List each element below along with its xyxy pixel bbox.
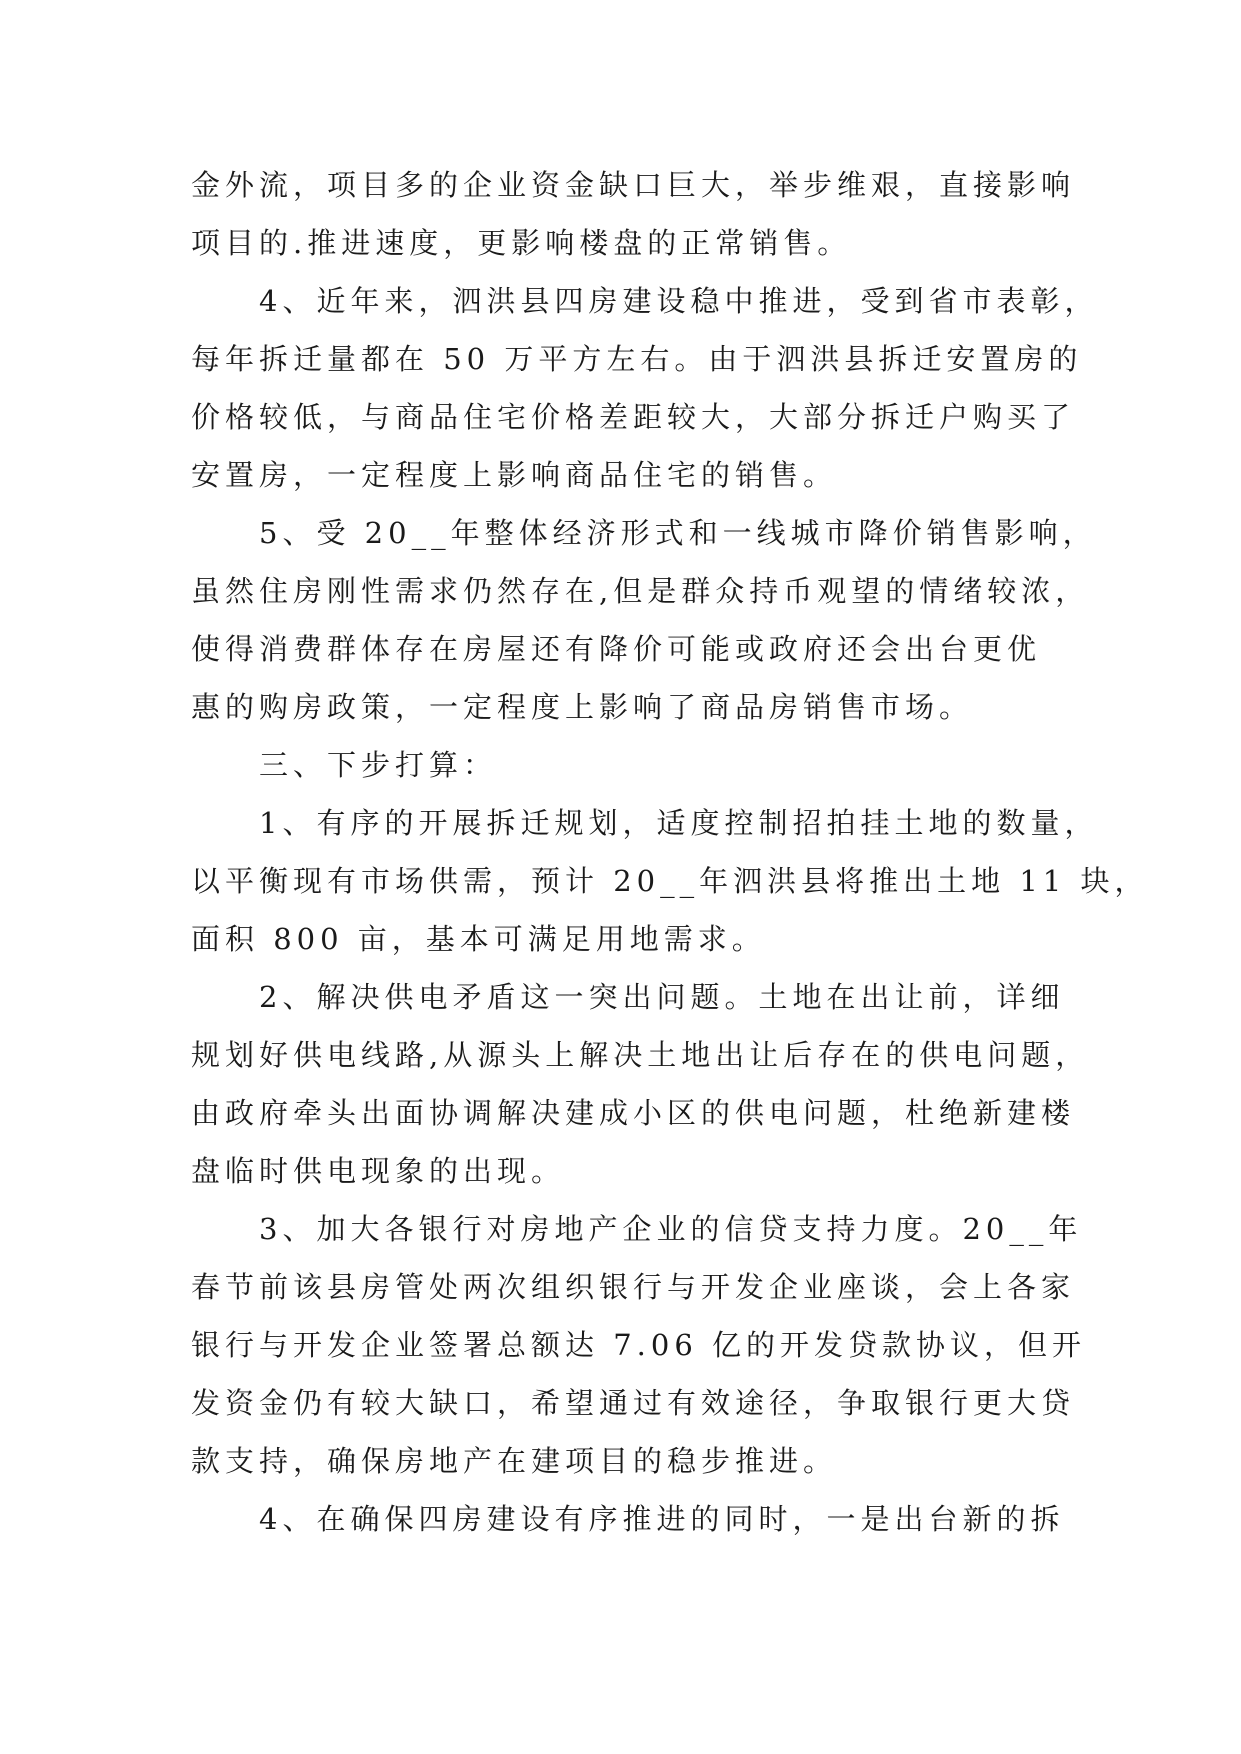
text-line: 3、加大各银行对房地产企业的信贷支持力度。20__年: [191, 1212, 1083, 1246]
text-line: 每年拆迁量都在 50 万平方左右。由于泗洪县拆迁安置房的: [191, 342, 1083, 376]
text-line: 5、受 20__年整体经济形式和一线城市降价销售影响，: [191, 516, 1097, 550]
document-body-text: [191, 156, 1149, 1548]
text-line: 金外流，项目多的企业资金缺口巨大，举步维艰，直接影响: [191, 168, 1076, 202]
text-line: 2、解决供电矛盾这一突出问题。土地在出让前，详细: [191, 980, 1065, 1014]
text-line: 价格较低，与商品住宅价格差距较大，大部分拆迁户购买了: [191, 400, 1076, 434]
text-line: 发资金仍有较大缺口，希望通过有效途径，争取银行更大贷: [191, 1386, 1076, 1420]
text-line: 面积 800 亩，基本可满足用地需求。: [191, 922, 766, 956]
text-line: 银行与开发企业签署总额达 7.06 亿的开发贷款协议，但开: [191, 1328, 1087, 1362]
text-line: 虽然住房刚性需求仍然存在,但是群众持币观望的情绪较浓，: [191, 574, 1090, 608]
text-line: 安置房，一定程度上影响商品住宅的销售。: [191, 458, 838, 492]
text-line: 由政府牵头出面协调解决建成小区的供电问题，杜绝新建楼: [191, 1096, 1076, 1130]
text-line: 4、近年来，泗洪县四房建设稳中推进，受到省市表彰，: [191, 284, 1099, 318]
text-line: 规划好供电线路,从源头上解决土地出让后存在的供电问题，: [191, 1038, 1090, 1072]
text-line: 春节前该县房管处两次组织银行与开发企业座谈，会上各家: [191, 1270, 1076, 1304]
text-line: 使得消费群体存在房屋还有降价可能或政府还会出台更优: [191, 632, 1042, 666]
section-heading: 三、下步打算：: [191, 748, 498, 782]
text-line: 款支持，确保房地产在建项目的稳步推进。: [191, 1444, 838, 1478]
text-line: 项目的.推进速度，更影响楼盘的正常销售。: [191, 226, 852, 260]
text-line: 盘临时供电现象的出现。: [191, 1154, 566, 1188]
text-line: 4、在确保四房建设有序推进的同时，一是出台新的拆: [191, 1502, 1065, 1536]
text-line: 惠的购房政策，一定程度上影响了商品房销售市场。: [191, 690, 974, 724]
text-line: 1、有序的开展拆迁规划，适度控制招拍挂土地的数量，: [191, 806, 1099, 840]
text-line: 以平衡现有市场供需，预计 20__年泗洪县将推出土地 11 块，: [191, 864, 1149, 898]
